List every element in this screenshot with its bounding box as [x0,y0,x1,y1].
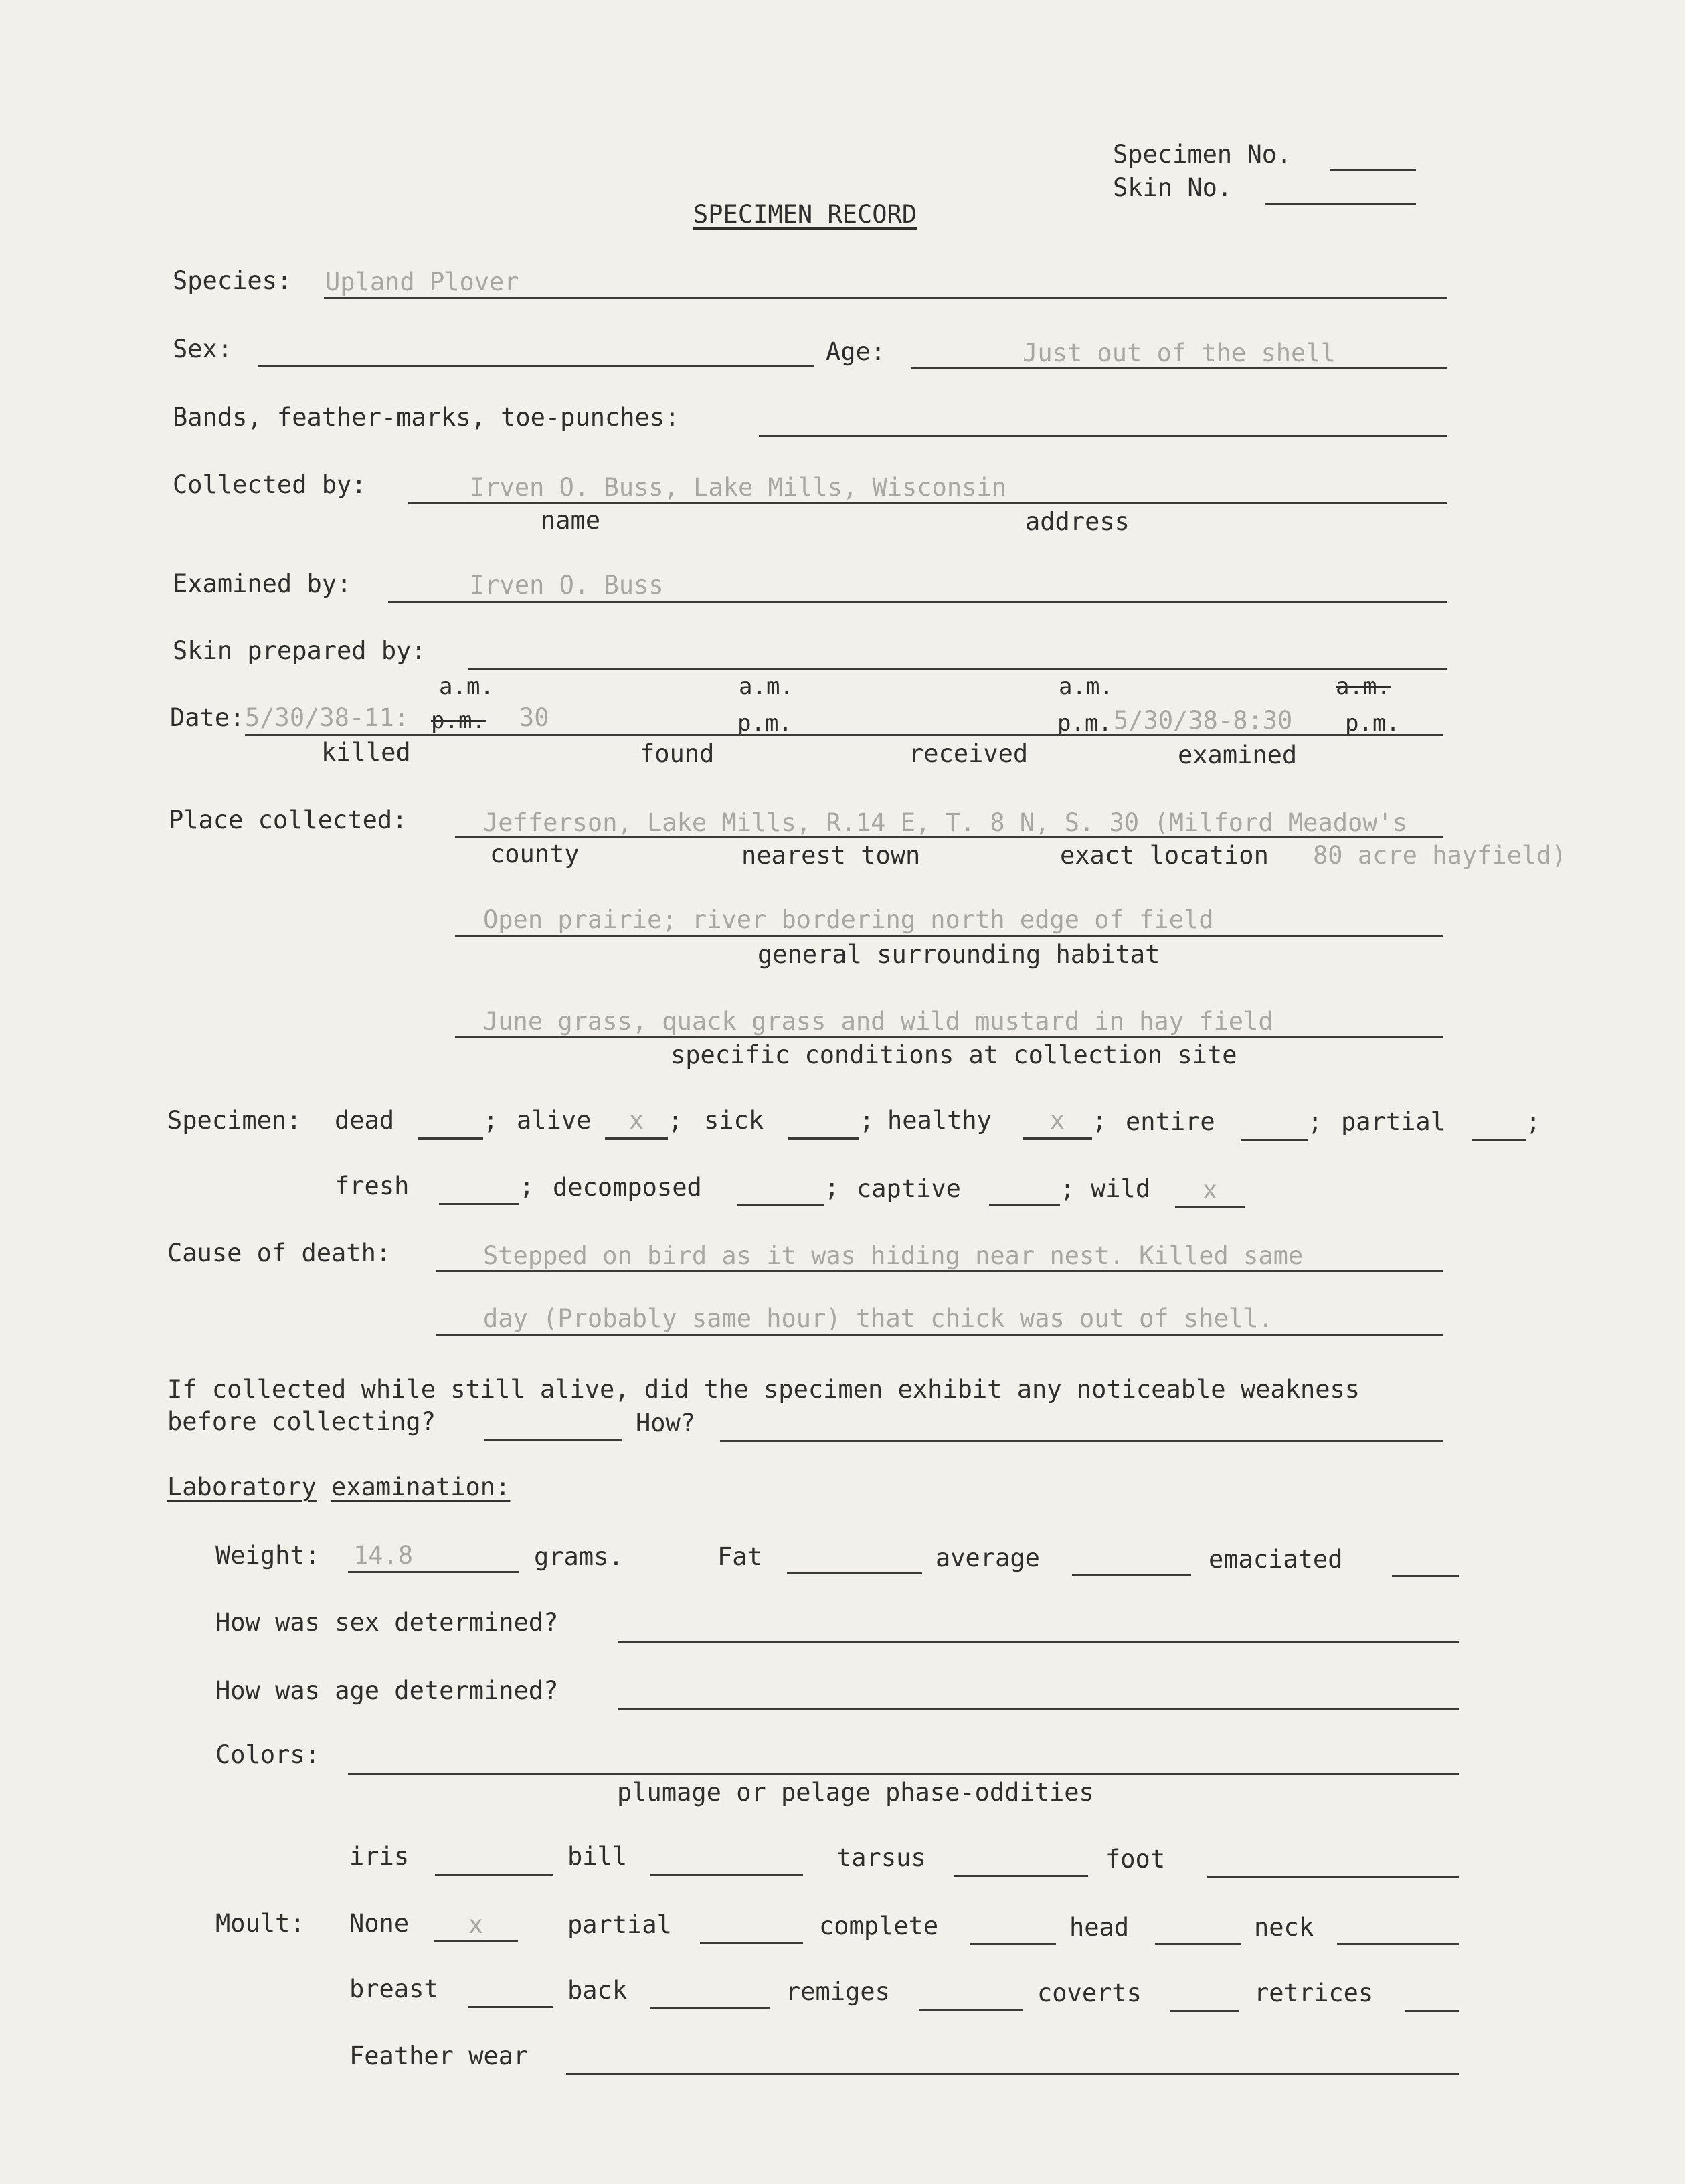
bill-field[interactable] [650,1874,803,1876]
habitat-caption: general surrounding habitat [758,940,1160,969]
cause-label: Cause of death: [167,1239,391,1267]
species-value: Upland Plover [325,268,519,296]
species-label: Species: [173,266,292,295]
moult-complete-label: complete [819,1912,939,1940]
moult-partial-label: partial [567,1910,672,1939]
age-determined-field[interactable] [618,1708,1459,1710]
collected-by-value: Irven O. Buss, Lake Mills, Wisconsin [470,473,1006,502]
average-field[interactable] [1072,1574,1191,1576]
bands-field[interactable] [759,435,1447,437]
moult-partial-field[interactable] [700,1942,803,1944]
retrices-label: retrices [1254,1979,1374,2007]
breast-field[interactable] [468,2006,553,2008]
skin-prepared-field[interactable] [468,668,1447,670]
sick-label: sick [704,1106,764,1135]
back-label: back [567,1976,628,2005]
healthy-field[interactable] [1023,1138,1092,1140]
place-field[interactable] [455,836,1443,838]
feather-wear-label: Feather wear [349,2041,529,2070]
weakness-field[interactable] [484,1439,622,1441]
collected-by-address-caption: address [1025,507,1130,536]
how-field[interactable] [720,1440,1443,1442]
retrices-field[interactable] [1405,2010,1459,2012]
foot-label: foot [1105,1845,1166,1874]
moult-none-label: None [349,1909,410,1938]
date-found-caption: found [640,739,715,768]
cause-field-2[interactable] [436,1334,1443,1336]
examined-pm: p.m. [1345,710,1400,737]
breast-label: breast [349,1975,439,2003]
moult-head-field[interactable] [1155,1943,1241,1945]
decomposed-field[interactable] [737,1204,824,1206]
bands-label: Bands, feather-marks, toe-punches: [173,403,680,432]
partial-label: partial [1341,1107,1445,1136]
date-examined-caption: examined [1178,741,1298,769]
examined-by-value: Irven O. Buss [470,571,664,600]
sick-field[interactable] [788,1138,859,1140]
received-am: a.m. [1059,673,1114,700]
remiges-field[interactable] [919,2009,1023,2011]
bill-label: bill [567,1842,628,1871]
tarsus-field[interactable] [954,1875,1088,1877]
alive-mark: x [628,1106,644,1135]
captive-field[interactable] [989,1204,1060,1206]
examined-date-value: 5/30/38-8:30 [1114,706,1293,735]
date-received-caption: received [909,739,1029,768]
weight-value: 14.8 [353,1541,414,1570]
wild-mark: x [1202,1176,1218,1204]
tarsus-label: tarsus [836,1843,926,1872]
skin-prepared-label: Skin prepared by: [173,636,426,665]
examined-by-field[interactable] [388,601,1447,603]
weight-field[interactable] [348,1571,519,1573]
habitat-field[interactable] [455,935,1443,937]
cause-line1: Stepped on bird as it was hiding near nest. Killed same [483,1241,1304,1270]
healthy-label: healthy [887,1106,992,1135]
emaciated-label: emaciated [1209,1545,1343,1574]
entire-label: entire [1126,1107,1215,1136]
killed-am: a.m. [439,673,494,700]
place-value: Jefferson, Lake Mills, R.14 E, T. 8 N, S. 30 (Milford Meadow's [483,808,1408,837]
date-killed-caption: killed [321,738,411,767]
wild-field[interactable] [1175,1206,1245,1208]
moult-complete-field[interactable] [970,1943,1056,1945]
moult-none-mark: x [468,1910,484,1939]
healthy-mark: x [1049,1106,1065,1135]
wild-label: wild [1091,1174,1151,1203]
plumage-caption: plumage or pelage phase-oddities [617,1778,1094,1807]
lab-section-title: Laboratory examination: [167,1473,511,1502]
collected-by-label: Collected by: [173,470,367,499]
alive-label: alive [517,1106,592,1135]
dead-label: dead [335,1106,395,1135]
captive-label: captive [857,1174,961,1203]
colors-label: Colors: [215,1740,320,1769]
killed-time-value: 30 [519,703,549,732]
fresh-field[interactable] [439,1203,519,1205]
examined-am: a.m. [1336,673,1391,700]
cause-field-1[interactable] [436,1270,1443,1272]
conditions-caption: specific conditions at collection site [671,1040,1237,1069]
iris-label: iris [349,1842,410,1871]
place-town-caption: nearest town [741,841,921,870]
specimen-label: Specimen: [167,1106,302,1135]
fat-field[interactable] [787,1572,922,1574]
place-county-caption: county [490,840,580,869]
received-pm: p.m. [1057,710,1112,737]
cause-line2: day (Probably same hour) that chick was out of shell. [483,1304,1273,1333]
average-label: average [936,1544,1040,1572]
weakness-question: If collected while still alive, did the specimen exhibit any noticeable weakness [167,1375,1360,1404]
page-title: SPECIMEN RECORD [693,200,917,229]
collected-by-field[interactable] [408,502,1447,504]
back-field[interactable] [650,2007,770,2009]
partial-field[interactable] [1472,1139,1526,1141]
killed-date-value: 5/30/38-11: [245,703,410,732]
moult-neck-field[interactable] [1337,1943,1459,1945]
date-label: Date: [170,703,245,732]
moult-label: Moult: [215,1909,305,1938]
sex-label: Sex: [173,335,233,363]
alive-field[interactable] [605,1138,668,1140]
conditions-value: June grass, quack grass and wild mustard in hay field [483,1007,1273,1036]
emaciated-field[interactable] [1392,1575,1459,1577]
found-am: a.m. [739,673,794,700]
sex-field[interactable] [258,365,814,367]
coverts-field[interactable] [1170,2010,1239,2012]
weight-label: Weight: [215,1541,320,1570]
conditions-field[interactable] [455,1036,1443,1038]
fresh-label: fresh [335,1172,410,1200]
examined-by-label: Examined by: [173,569,352,598]
colors-field[interactable] [348,1773,1459,1775]
how-label: How? [636,1408,696,1437]
foot-field[interactable] [1207,1876,1459,1878]
specimen-no-field[interactable] [1330,169,1416,171]
killed-pm: p.m. [431,707,486,734]
found-pm: p.m. [737,710,792,737]
age-field[interactable] [911,367,1447,369]
moult-none-field[interactable] [434,1940,518,1942]
collected-by-name-caption: name [541,506,601,535]
date-field[interactable] [245,734,1443,736]
weakness-question-2: before collecting? [167,1407,436,1436]
coverts-label: coverts [1037,1979,1142,2007]
grams-label: grams. [534,1542,624,1571]
place-location-extra: 80 acre hayfield) [1313,841,1567,870]
species-field[interactable] [324,297,1447,299]
habitat-value: Open prairie; river bordering north edge of field [483,905,1214,934]
moult-head-label: head [1069,1913,1130,1942]
entire-field[interactable] [1241,1139,1308,1141]
skin-no-field[interactable] [1265,203,1416,205]
moult-neck-label: neck [1254,1913,1314,1942]
feather-wear-field[interactable] [566,2073,1459,2075]
dead-field[interactable] [418,1138,483,1140]
place-location-caption: exact location [1060,841,1269,870]
decomposed-label: decomposed [553,1173,702,1202]
place-label: Place collected: [169,806,408,834]
iris-field[interactable] [435,1874,553,1876]
sex-determined-label: How was sex determined? [215,1608,559,1637]
age-determined-label: How was age determined? [215,1676,559,1705]
sex-determined-field[interactable] [618,1641,1459,1643]
fat-label: Fat [717,1542,762,1571]
age-label: Age: [826,337,886,366]
remiges-label: remiges [786,1977,890,2006]
specimen-no-label: Specimen No. [1113,140,1292,169]
skin-no-label: Skin No. [1113,173,1233,202]
age-value: Just out of the shell [1023,339,1336,367]
